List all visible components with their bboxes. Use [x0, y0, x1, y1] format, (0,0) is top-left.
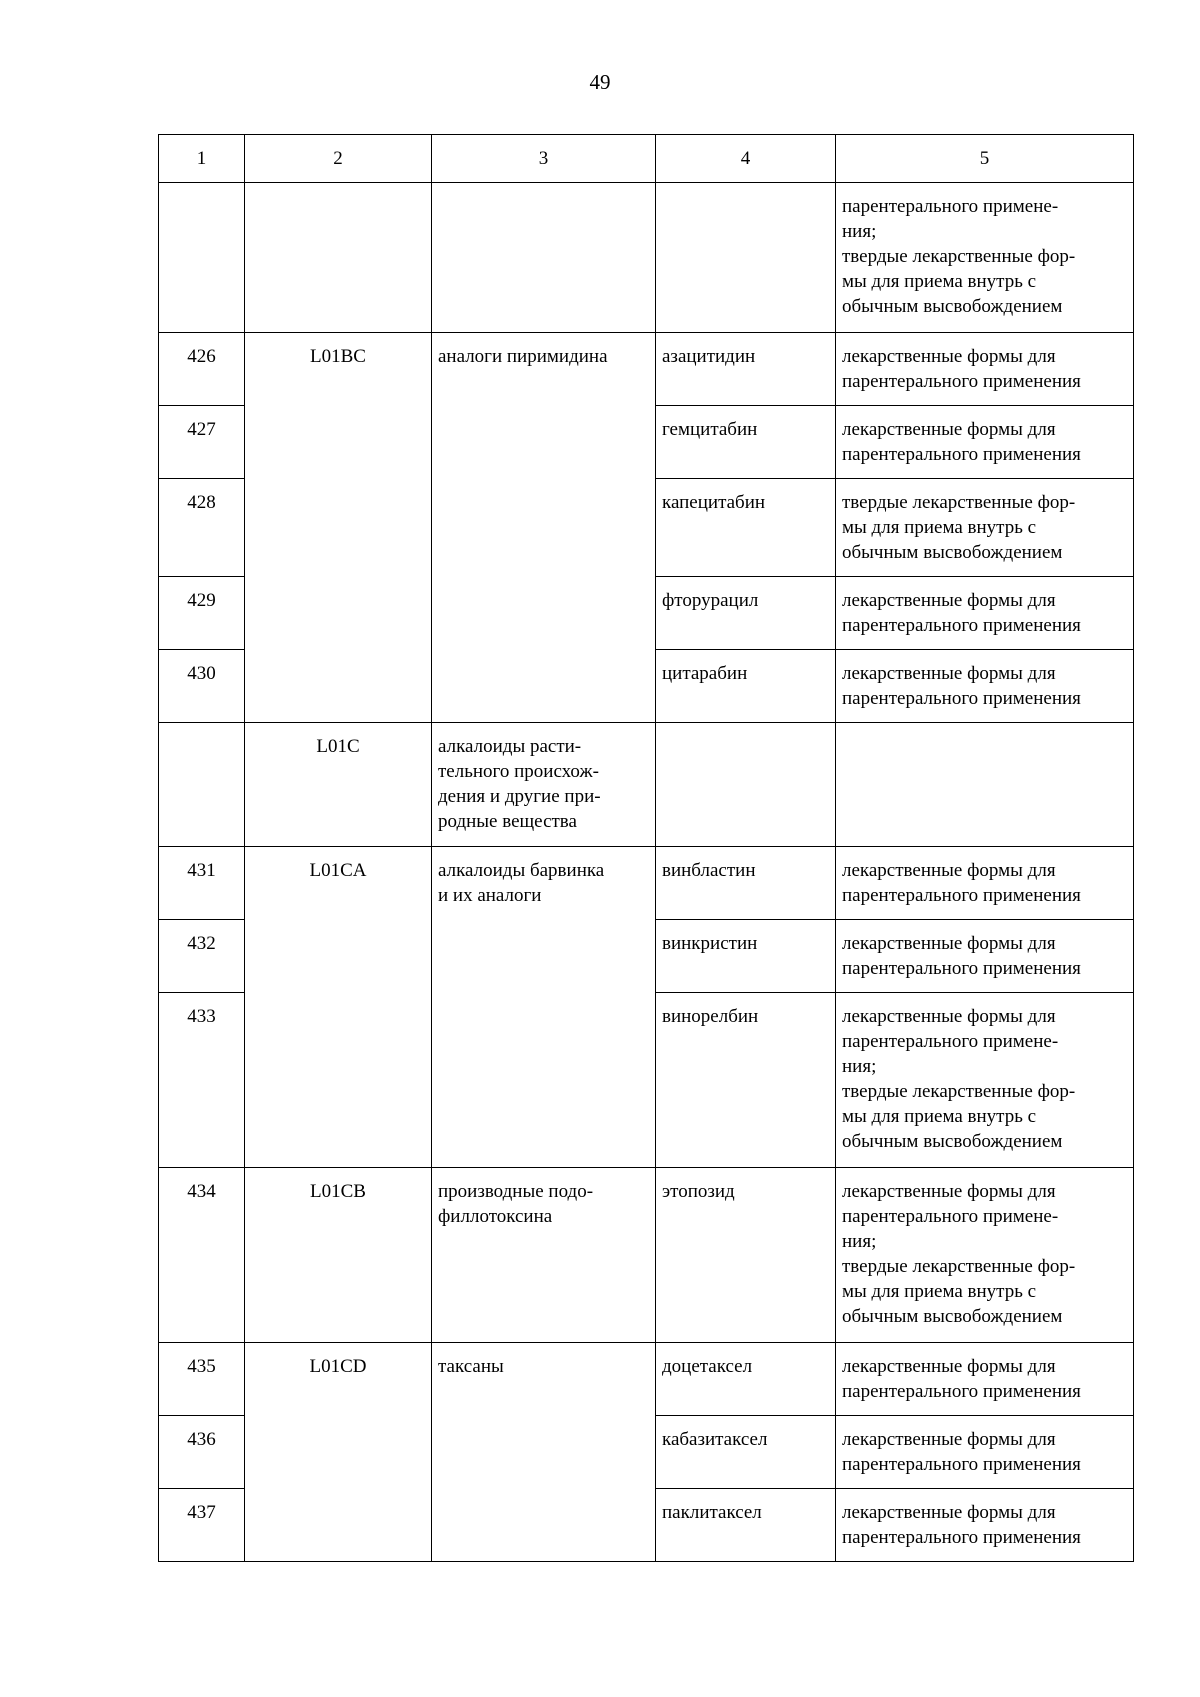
atc-code: L01BC — [245, 333, 432, 723]
row-number: 435 — [159, 1343, 245, 1416]
column-header-3: 3 — [432, 135, 656, 183]
column-header-1: 1 — [159, 135, 245, 183]
group-name: алкалоиды барвинка и их аналоги — [438, 860, 605, 906]
page-number: 49 — [589, 70, 611, 94]
row-number: 436 — [159, 1416, 245, 1489]
row-number: 434 — [159, 1168, 245, 1343]
header-row — [159, 135, 1134, 183]
dosage-form: лекарственные формы для парентерального применения — [842, 590, 1081, 636]
column-header-5: 5 — [836, 135, 1134, 183]
atc-code: L01CB — [245, 1168, 432, 1343]
drug-name: винбластин — [656, 847, 836, 920]
atc-code — [245, 183, 432, 333]
column-header-2: 2 — [245, 135, 432, 183]
group-name — [432, 183, 656, 333]
dosage-form: лекарственные формы для парентерального применения — [842, 1502, 1081, 1548]
row-number — [159, 723, 245, 847]
drug-name: винкристин — [656, 920, 836, 993]
dosage-form: парентерального примене- ния; твердые лекарственные фор- мы для приема внутрь с обычным высвобождением — [842, 196, 1076, 317]
table-row — [159, 723, 1134, 847]
row-number: 433 — [159, 993, 245, 1168]
row-number: 437 — [159, 1489, 245, 1562]
dosage-form: лекарственные формы для парентерального применения — [842, 419, 1081, 465]
drug-name — [656, 723, 836, 847]
group-name: производные подо- филлотоксина — [438, 1181, 594, 1227]
drug-name: этопозид — [656, 1168, 836, 1343]
table-row — [159, 1168, 1134, 1343]
row-number: 426 — [159, 333, 245, 406]
dosage-form: лекарственные формы для парентерального примене- ния; твердые лекарственные фор- мы для приема внутрь с обычным высвобождением — [842, 1006, 1076, 1152]
drug-name: фторурацил — [656, 577, 836, 650]
drug-name: паклитаксел — [656, 1489, 836, 1562]
row-number: 431 — [159, 847, 245, 920]
drug-name: азацитидин — [656, 333, 836, 406]
column-header-4: 4 — [656, 135, 836, 183]
row-number: 430 — [159, 650, 245, 723]
table-row — [159, 847, 1134, 920]
dosage-form: лекарственные формы для парентерального применения — [842, 860, 1081, 906]
dosage-form: твердые лекарственные фор- мы для приема внутрь с обычным высвобождением — [842, 492, 1076, 563]
group-name: таксаны — [438, 1356, 504, 1377]
dosage-form — [836, 723, 1134, 847]
table-row — [159, 333, 1134, 406]
dosage-form: лекарственные формы для парентерального применения — [842, 1429, 1081, 1475]
drug-name: кабазитаксел — [656, 1416, 836, 1489]
row-number: 427 — [159, 406, 245, 479]
drug-name: гемцитабин — [656, 406, 836, 479]
drug-name: капецитабин — [656, 479, 836, 577]
row-number: 428 — [159, 479, 245, 577]
dosage-form: лекарственные формы для парентерального применения — [842, 933, 1081, 979]
table-row — [159, 1343, 1134, 1416]
group-name: алкалоиды расти- тельного происхож- дения и другие при- родные вещества — [438, 736, 601, 832]
dosage-form: лекарственные формы для парентерального примене- ния; твердые лекарственные фор- мы для приема внутрь с обычным высвобождением — [842, 1181, 1076, 1327]
row-number — [159, 183, 245, 333]
atc-code: L01C — [245, 723, 432, 847]
drug-table — [158, 134, 1134, 1562]
dosage-form: лекарственные формы для парентерального применения — [842, 346, 1081, 392]
dosage-form: лекарственные формы для парентерального применения — [842, 663, 1081, 709]
drug-name: цитарабин — [656, 650, 836, 723]
drug-name: доцетаксел — [656, 1343, 836, 1416]
drug-name: винорелбин — [656, 993, 836, 1168]
dosage-form: лекарственные формы для парентерального применения — [842, 1356, 1081, 1402]
atc-code: L01CA — [245, 847, 432, 1168]
atc-code: L01CD — [245, 1343, 432, 1562]
row-number: 429 — [159, 577, 245, 650]
table-row — [159, 183, 1134, 333]
group-name: аналоги пиримидина — [438, 346, 608, 367]
row-number: 432 — [159, 920, 245, 993]
drug-name — [656, 183, 836, 333]
